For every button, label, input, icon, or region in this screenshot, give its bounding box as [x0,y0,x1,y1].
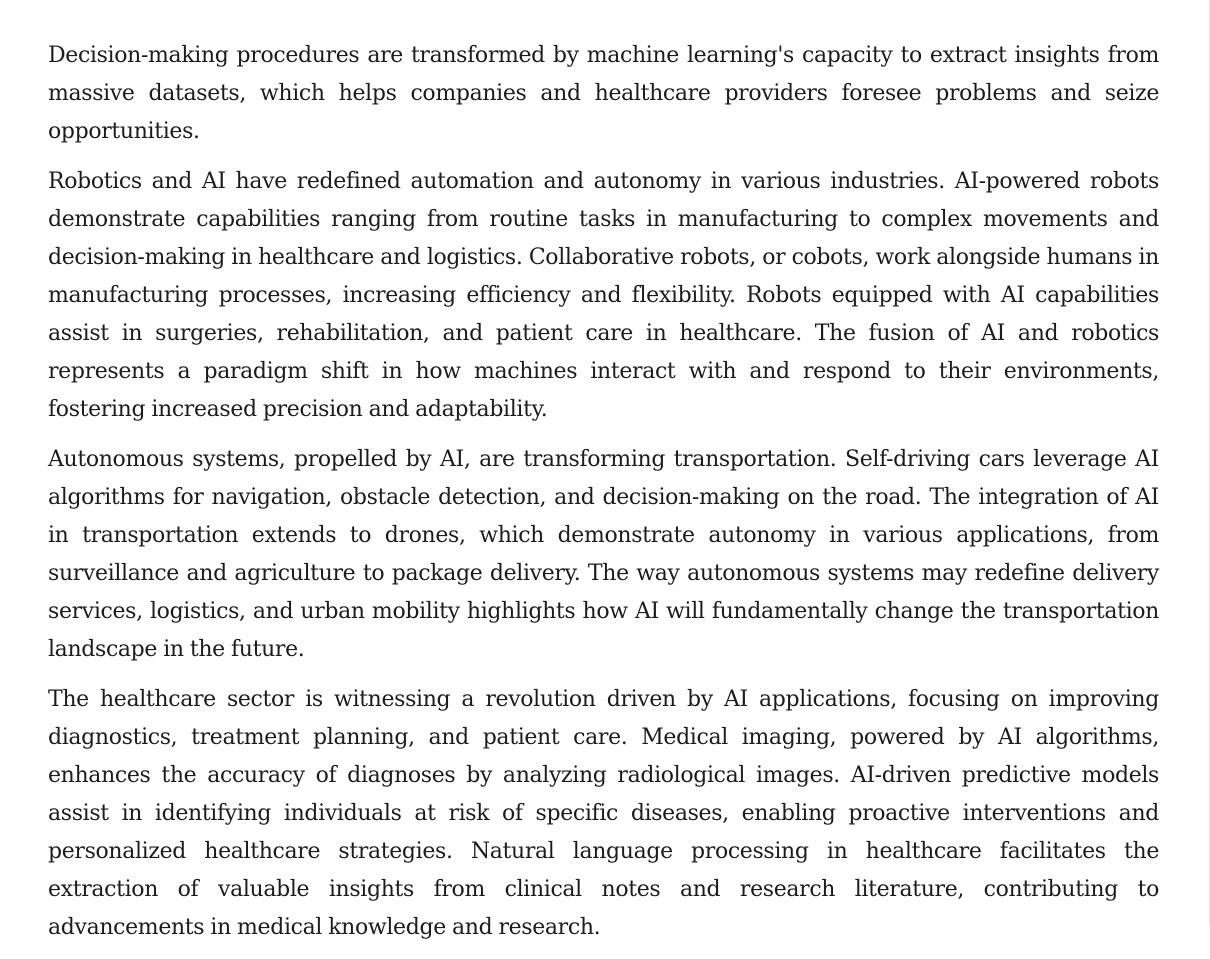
paragraph-healthcare: The healthcare sector is witnessing a revolution driven by AI applications, focusing on improving diagnostics, treatment planning, and patient care. Medical imaging, powered by AI algorithms, enhances the accuracy of diagnoses by analyzing radiological images. AI-driven predictive models assist in identifying individuals at risk of specific diseases, enabling proactive interventions and personalized healthcare strategies. Natural language processing in healthcare facilitates the extraction of valuable insights from clinical notes and research literature, contributing to advancements in medical knowledge and research. [48,687,1159,940]
paragraph-robotics: Robotics and AI have redefined automation and autonomy in various industries. AI-powered robots demonstrate capabilities ranging from routine tasks in manufacturing to complex movements and decision-making in healthcare and logistics. Collaborative robots, or cobots, work alongside humans in manufacturing processes, increasing efficiency and flexibility. Robots equipped with AI capabilities assist in surgeries, rehabilitation, and patient care in healthcare. The fusion of AI and robotics represents a paradigm shift in how machines interact with and respond to their environments, fostering increased precision and adaptability. [48,169,1159,422]
paragraph-autonomous-systems: Autonomous systems, propelled by AI, are transforming transportation. Self-driving cars leverage AI algorithms for navigation, obstacle detection, and decision-making on the road. The integration of AI in transportation extends to drones, which demonstrate autonomy in various applications, from surveillance and agriculture to package delivery. The way autonomous systems may redefine delivery services, logistics, and urban mobility highlights how AI will fundamentally change the transportation landscape in the future. [48,447,1159,662]
paragraph-ml-decision-making: Decision-making procedures are transformed by machine learning's capacity to extract insights from massive datasets, which helps companies and healthcare providers foresee problems and seize opportunities. [48,43,1159,144]
document-body [48,37,1159,959]
